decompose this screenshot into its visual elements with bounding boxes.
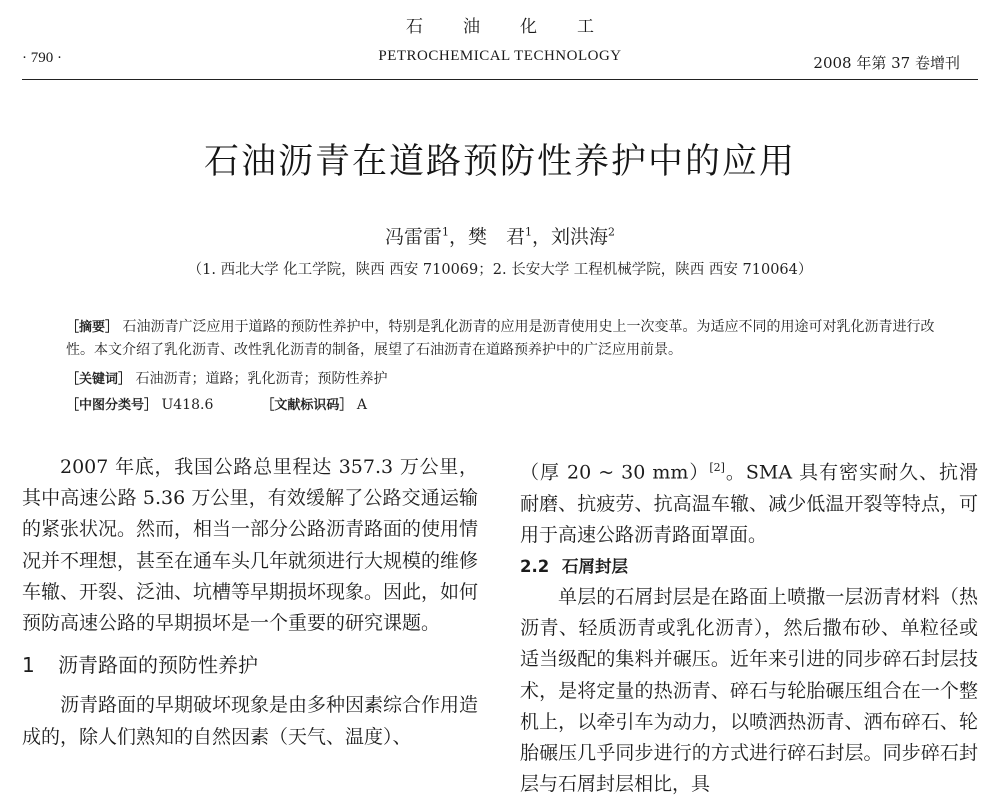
subsection-heading bbox=[520, 552, 978, 581]
keywords bbox=[66, 368, 387, 391]
article-title: 石油沥青在道路预防性养护中的应用 bbox=[203, 142, 796, 182]
body-paragraph bbox=[520, 452, 978, 551]
doc-code-value: A bbox=[356, 397, 367, 413]
subsection-number: 2.2 bbox=[520, 556, 550, 576]
author-separator: ， bbox=[532, 226, 552, 248]
author-list bbox=[0, 222, 1000, 249]
classification-line bbox=[66, 394, 367, 417]
affiliation: （1. 西北大学 化工学院，陕西 西安 710069；2. 长安大学 工程机械学院，陕西 西安 710064） bbox=[187, 262, 813, 278]
paragraph-text: 。SMA 具有密实耐久、抗滑耐磨、抗疲劳、抗高温车辙、减少低温开裂等特点，可用于高速公路沥青路面罩面。 bbox=[520, 461, 978, 546]
citation-ref: [2] bbox=[709, 461, 725, 474]
author-affil-mark: 1 bbox=[441, 225, 449, 239]
author-name: 樊 君 bbox=[467, 226, 525, 248]
body-paragraph: 沥青路面的早期破坏现象是由多种因素综合作用造成的，除人们熟知的自然因素（天气、温度）、 bbox=[22, 694, 479, 748]
doc-code-label: ［文献标识码］ bbox=[261, 398, 353, 413]
keywords-label: ［关键词］ bbox=[66, 372, 132, 387]
abstract-label: ［摘要］ bbox=[66, 320, 119, 335]
author-separator: ， bbox=[448, 226, 468, 248]
section-heading bbox=[22, 650, 478, 681]
page-number: · 790 · bbox=[22, 50, 62, 66]
body-column-right bbox=[520, 452, 978, 800]
class-number-label: ［中图分类号］ bbox=[66, 398, 158, 413]
author-affil-mark: 2 bbox=[608, 225, 616, 239]
journal-name-en: PETROCHEMICAL TECHNOLOGY bbox=[378, 48, 622, 64]
section-title: 沥青路面的预防性养护 bbox=[58, 653, 258, 678]
abstract-text: 石油沥青广泛应用于道路的预防性养护中，特别是乳化沥青的应用是沥青使用史上一次变革。为适应不同的用途可对乳化沥青进行改性。本文介绍了乳化沥青、改性乳化沥青的制备，展望了石油沥青在道路预养护中的广泛应用前景。 bbox=[66, 319, 935, 358]
thickness-note: （厚 20 ~ 30 mm） bbox=[520, 461, 710, 484]
keywords-text: 石油沥青；道路；乳化沥青；预防性养护 bbox=[135, 371, 388, 387]
body-paragraph: 单层的石屑封层是在路面上喷撒一层沥青材料（热沥青、轻质沥青或乳化沥青），然后撒布砂、单粒径或适当级配的集料并碾压。近年来引进的同步碎石封层技术，是将定量的热沥青、碎石与轮胎碾压组合在一个整机上，以牵引车为动力，以喷洒热沥青、洒布碎石、轮胎碾压几乎同步进行的方式进行碎石封层。同步碎石封层与石屑封层相比，具 bbox=[520, 585, 978, 796]
author-name: 刘洪海 bbox=[551, 226, 609, 248]
header-rule bbox=[22, 79, 978, 80]
class-number-value: U418.6 bbox=[161, 397, 214, 413]
subsection-title: 石屑封层 bbox=[562, 556, 628, 576]
abstract bbox=[66, 316, 946, 361]
journal-name-cn: 石油化工 bbox=[406, 17, 634, 37]
issue-info: 2008 年第 37 卷增刊 bbox=[813, 54, 960, 72]
section-number: 1 bbox=[22, 653, 35, 678]
body-column-left bbox=[22, 452, 478, 753]
body-paragraph: 2007 年底，我国公路总里程达 357.3 万公里，其中高速公路 5.36 万公里，有效缓解了公路交通运输的紧张状况。然而，相当一部分公路沥青路面的使用情况并不理想，甚至在通车头几年就须进行大规模的维修车辙、开裂、泛油、坑槽等早期损坏现象。因此，如何预防高速公路的早期损坏是一个重要的研究课题。 bbox=[22, 456, 479, 635]
author-affil-mark: 1 bbox=[525, 225, 532, 239]
author-name: 冯雷雷 bbox=[384, 226, 442, 248]
